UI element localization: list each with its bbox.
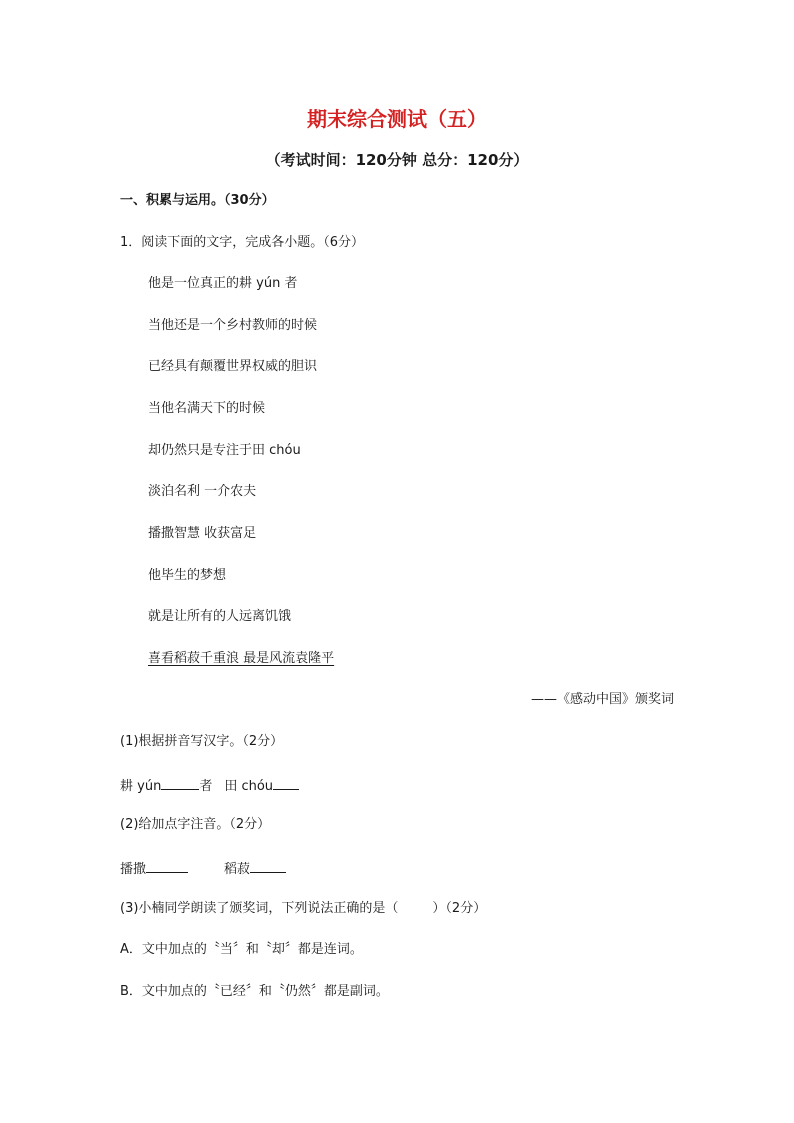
sub-question-1: (1)根据拼音写汉字。（2分）	[120, 734, 284, 749]
attribution: ——《感动中国》颁奖词	[530, 692, 674, 707]
question-1-prompt: 1．阅读下面的文字，完成各小题。（6分）	[120, 235, 365, 250]
option-a: A．文中加点的〝当〞和〝却〞都是连词。	[120, 942, 363, 957]
answer-blank[interactable]	[273, 775, 299, 790]
exam-info: （考试时间：120分钟 总分：120分）	[265, 151, 529, 169]
poem-line-underlined: 喜看稻菽千重浪 最是风流袁隆平	[148, 651, 335, 666]
fill-label: 播撒	[120, 862, 147, 877]
fill-in-row-1	[120, 775, 299, 796]
option-b: B．文中加点的〝已经〞和〝仍然〞都是副词。	[120, 984, 389, 999]
poem-line: 播撒智慧 收获富足	[148, 526, 257, 541]
poem-line: 淡泊名利 一介农夫	[148, 484, 257, 499]
fill-label: 稻菽	[224, 862, 251, 877]
fill-label: 田 chóu	[224, 779, 274, 794]
fill-label: 耕 yún	[120, 779, 162, 794]
answer-blank[interactable]	[146, 858, 188, 873]
poem-line: 当他还是一个乡村教师的时候	[148, 318, 318, 333]
poem-line: 当他名满天下的时候	[148, 401, 266, 416]
sub-question-3	[120, 900, 486, 918]
section-heading: 一、积累与运用。（30分）	[120, 193, 275, 208]
poem-line: 却仍然只是专注于田 chóu	[148, 443, 301, 458]
page-title: 期末综合测试（五）	[307, 107, 487, 131]
fill-in-row-2	[120, 858, 286, 879]
poem-line: 他毕生的梦想	[148, 568, 227, 583]
poem-line: 他是一位真正的耕 yún 者	[148, 276, 298, 291]
answer-blank[interactable]	[250, 858, 286, 873]
poem-line: 已经具有颠覆世界权威的胆识	[148, 359, 318, 374]
question-text: ）（2分）	[432, 901, 487, 916]
question-text: (3)小楠同学朗读了颁奖词，下列说法正确的是（	[120, 901, 399, 916]
fill-label: 者	[199, 779, 213, 794]
poem-line: 就是让所有的人远离饥饿	[148, 609, 292, 624]
answer-blank[interactable]	[161, 775, 199, 790]
sub-question-2: (2)给加点字注音。（2分）	[120, 817, 271, 832]
